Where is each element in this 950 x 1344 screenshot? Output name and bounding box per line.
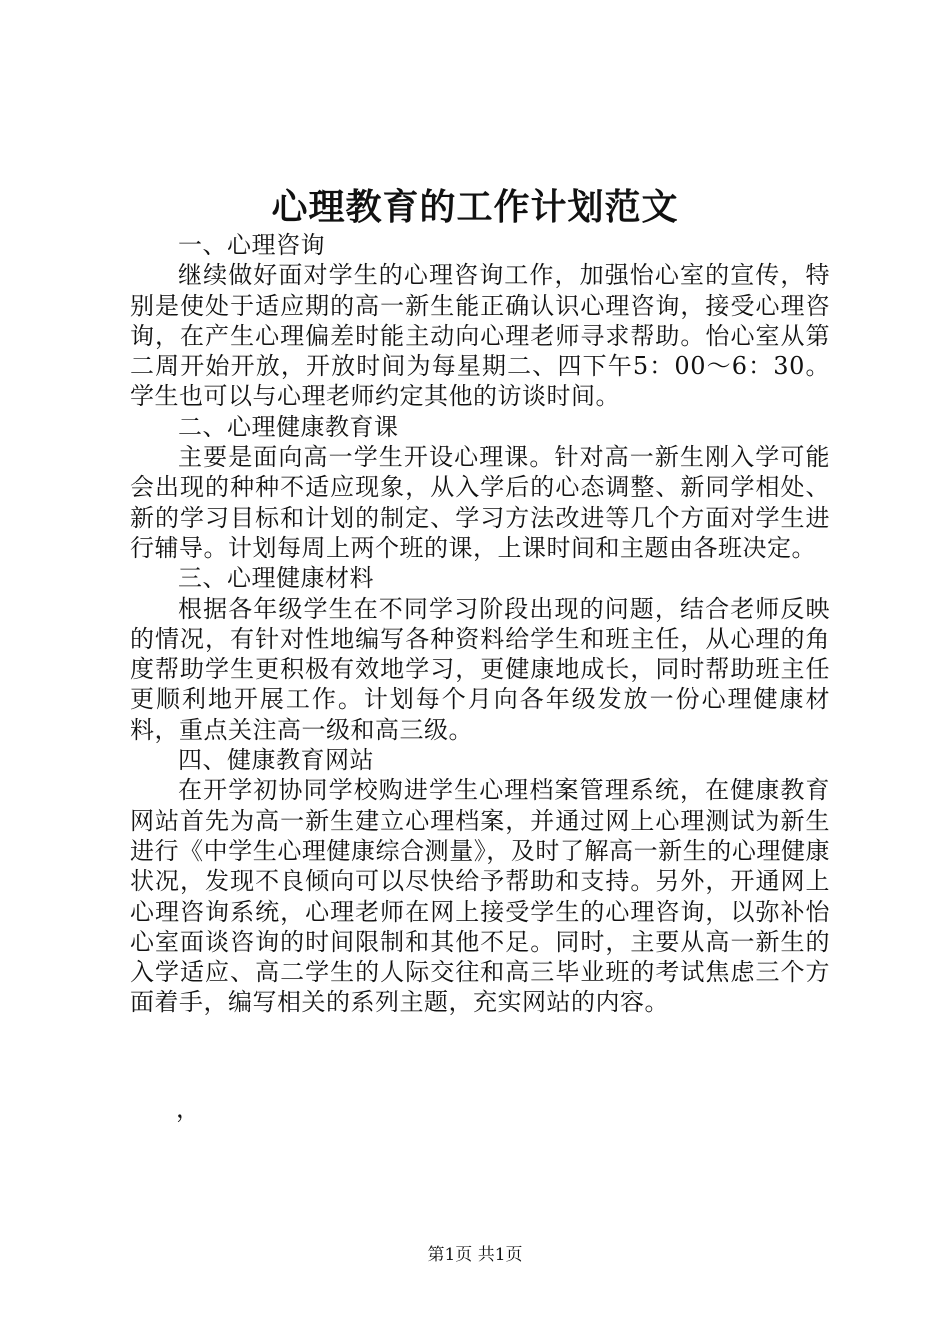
section-paragraph-1: 继续做好面对学生的心理咨询工作，加强怡心室的宣传，特别是使处于适应期的高一新生能正确认识心理咨询，接受心理咨询，在产生心理偏差时能主动向心理老师寻求帮助。怡心室从第二周开始开放，开放时间为每星期二、四下午5：00～6：30。学生也可以与心理老师约定其他的访谈时间。 [130,261,830,411]
section-heading-1: 一、心理咨询 [178,231,325,259]
page-footer: 第1页 共1页 [427,1245,523,1265]
section-paragraph-2: 主要是面向高一学生开设心理课。针对高一新生刚入学可能会出现的种种不适应现象，从入学后的心态调整、新同学相处、新的学习目标和计划的制定、学习方法改进等几个方面对学生进行辅导。计划每周上两个班的课，上课时间和主题由各班决定。 [130,443,830,562]
section-paragraph-4: 在开学初协同学校购进学生心理档案管理系统，在健康教育网站首先为高一新生建立心理档案，并通过网上心理测试为新生进行《中学生心理健康综合测量》，及时了解高一新生的心理健康状况，发现不良倾向可以尽快给予帮助和支持。另外，开通网上心理咨询系统，心理老师在网上接受学生的心理咨询，以弥补怡心室面谈咨询的时间限制和其他不足。同时，主要从高一新生的入学适应、高二学生的人际交往和高三毕业班的考试焦虑三个方面着手，编写相关的系列主题，充实网站的内容。 [130,776,830,1017]
section-heading-3: 三、心理健康材料 [178,564,374,593]
section-heading-4: 四、健康教育网站 [178,746,374,775]
document-body [130,230,830,1018]
document-title: 心理教育的工作计划范文 [271,187,679,228]
section-heading-2: 二、心理健康教育课 [178,412,399,441]
trailing-mark: ， [176,1095,200,1123]
section-paragraph-3: 根据各年级学生在不同学习阶段出现的问题，结合老师反映的情况，有针对性地编写各种资料给学生和班主任，从心理的角度帮助学生更积极有效地学习，更健康地成长，同时帮助班主任更顺利地开展工作。计划每个月向各年级发放一份心理健康材料，重点关注高一级和高三级。 [130,594,830,744]
